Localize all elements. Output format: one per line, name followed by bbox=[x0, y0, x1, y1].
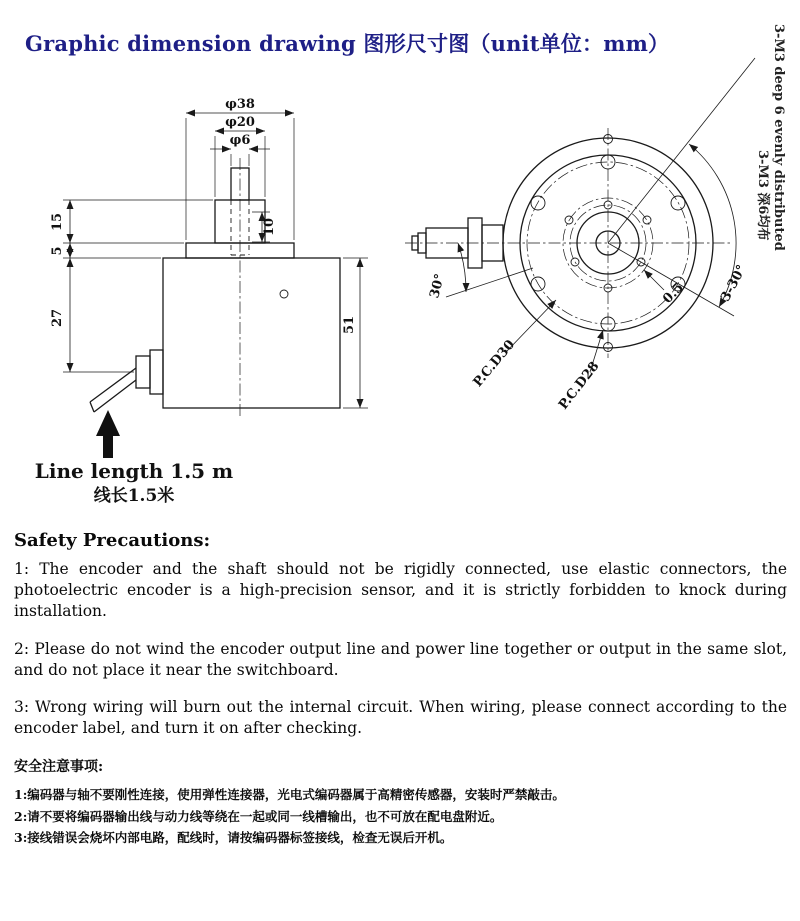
safety-item-en-1: 1: The encoder and the shaft should not be rigidly connected, use elastic connectors, the photoelectric encoder is a high-precision sensor, and it is strictly forbidden to knock during installation. bbox=[14, 560, 787, 621]
radial-line-30 bbox=[446, 268, 533, 297]
dim-dia38: φ38 bbox=[225, 97, 255, 112]
dim-5: 5 bbox=[50, 246, 65, 256]
safety-item-en-2: 2: Please do not wind the encoder output line and power line together or output in the same slot, and do not place it near the switchboard. bbox=[14, 639, 787, 679]
connector-step2 bbox=[136, 356, 150, 388]
angle-arc-30 bbox=[458, 243, 466, 292]
dim-51: 51 bbox=[342, 315, 357, 335]
dim-dia20: φ20 bbox=[225, 115, 255, 130]
surface-mark-icon bbox=[280, 290, 288, 298]
dim-angle-3x30: 3-30° bbox=[718, 262, 750, 305]
label-pcd30: P.C.D30 bbox=[470, 337, 519, 391]
safety-heading-en: Safety Precautions: bbox=[14, 530, 211, 551]
cable-note-zh: 线长1.5米 bbox=[93, 486, 175, 506]
dim-angle-30: 30° bbox=[427, 272, 449, 300]
connector-step1 bbox=[150, 350, 163, 394]
body-outline bbox=[163, 258, 340, 408]
dim-dia6: φ6 bbox=[229, 133, 251, 148]
margin-note-en: 3-M3 deep 6 evenly distributed bbox=[771, 24, 786, 251]
cable-note bbox=[35, 410, 233, 506]
safety-section bbox=[14, 530, 787, 849]
dim-gap-05: 0.5 bbox=[660, 280, 687, 307]
page-title: Graphic dimension drawing 图形尺寸图（unit单位：mm） bbox=[25, 31, 670, 56]
dim-15: 15 bbox=[50, 212, 65, 232]
side-view-dimensions bbox=[50, 97, 368, 408]
front-view bbox=[405, 58, 755, 413]
dim-27: 27 bbox=[50, 308, 65, 328]
label-pcd28: P.C.D28 bbox=[556, 359, 603, 413]
cable-lines bbox=[90, 368, 136, 412]
arrow-up-icon bbox=[96, 410, 120, 458]
margin-note-zh: 3-M3 深6均布 bbox=[755, 150, 770, 241]
safety-item-zh-3: 3:接线错误会烧坏内部电路，配线时，请按编码器标签接线，检查无误后开机。 bbox=[14, 830, 453, 846]
safety-item-zh-2: 2:请不要将编码器输出线与动力线等绕在一起或同一线槽输出，也不可放在配电盘附近。 bbox=[14, 808, 503, 824]
safety-item-en-3: 3: Wrong wiring will burn out the internal circuit. When wiring, please connect according to the encoder label, and turn it on after checking. bbox=[14, 698, 787, 738]
dim-10: 10 bbox=[262, 217, 277, 237]
safety-item-zh-1: 1:编码器与轴不要刚性连接，使用弹性连接器，光电式编码器属于高精密传感器，安装时严禁敲击。 bbox=[14, 786, 565, 802]
gap-leader bbox=[644, 270, 664, 290]
cable-note-en: Line length 1.5 m bbox=[34, 459, 234, 483]
safety-heading-zh: 安全注意事项: bbox=[14, 758, 104, 775]
